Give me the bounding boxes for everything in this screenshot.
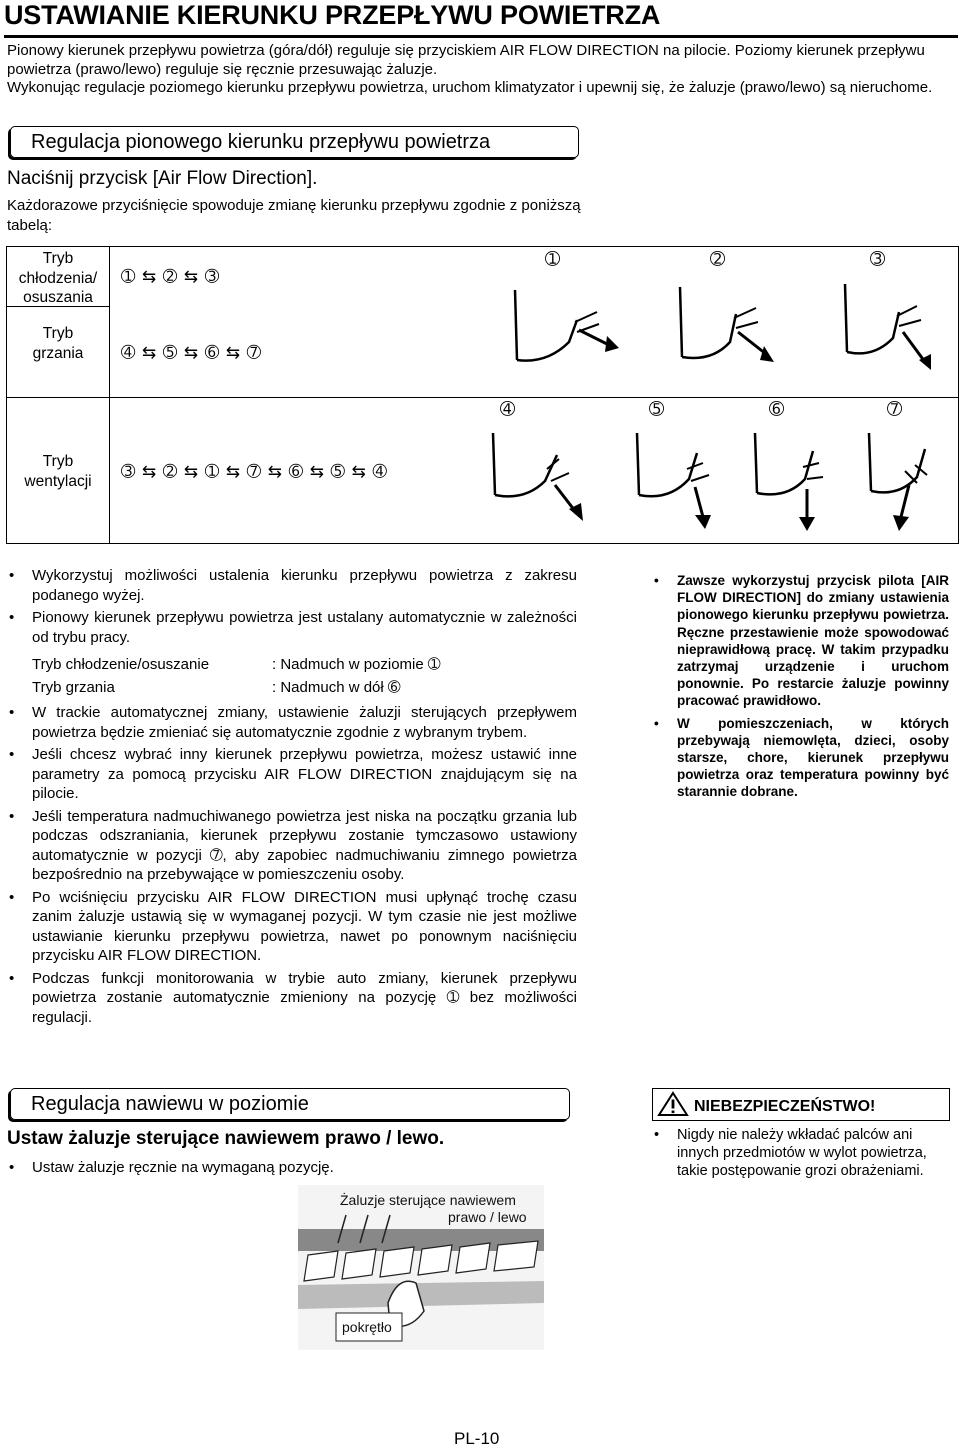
mode-label-fan	[7, 452, 109, 491]
intro-text	[7, 42, 957, 98]
sequence-heating: ➃ ⇆ ➄ ⇆ ➅ ⇆ ➆	[121, 343, 263, 362]
horizontal-subheading: Ustaw żaluzje sterujące nawiewem prawo / lewo.	[7, 1128, 445, 1149]
page-number: PL-10	[454, 1429, 500, 1447]
position-label-1: ➀	[545, 249, 561, 269]
warning-icon	[657, 1091, 689, 1117]
list-item: • Zawsze wykorzystuj przycisk pilota [AIR FLOW DIRECTION] do zmiany ustawienia pionowego kierunku przepływu powietrza. Ręczne przestawienie może spowodować nieprawidłową pracę. W takim przypadku zatrzymaj urządzenie i uruchom ponownie. Po restarcie żaluzje powinny pracować prawidłowo.	[652, 572, 949, 710]
photo-caption-line-1: Żaluzje sterujące nawiewem	[340, 1192, 516, 1208]
position-label-6: ➅	[769, 399, 785, 419]
list-item: • Nigdy nie należy wkładać palców ani innych przedmiotów w wylot powietrza, takie postępowanie grozi obrażeniami.	[652, 1126, 952, 1180]
list-item: • Ustaw żaluzje ręcznie na wymaganą pozycję.	[7, 1158, 527, 1178]
vertical-description: Każdorazowe przyciśnięcie spowoduje zmianę kierunku przepływu zgodnie z poniższą tabelą:	[7, 197, 581, 234]
mode-default-name: Tryb grzania	[32, 679, 115, 696]
vertical-subheading: Naciśnij przycisk [Air Flow Direction].	[7, 168, 318, 189]
caution-notes-list	[652, 572, 949, 806]
mode-default-row	[32, 653, 577, 676]
list-item: • Podczas funkcji monitorowania w trybie auto zmiany, kierunek przepływu powietrza zostanie automatycznie zmieniony na pozycję ➀ bez możliwości regulacji.	[7, 969, 577, 1028]
airflow-direction-table	[6, 246, 959, 544]
louver-position-1-diagram	[507, 272, 627, 372]
table-divider	[7, 397, 958, 398]
mode-default-value: : Nadmuch w poziomie ➀	[272, 656, 441, 673]
title-divider	[4, 35, 958, 38]
list-item: • Pionowy kierunek przepływu powietrza jest ustalany automatycznie w zależności od trybu pracy.	[7, 608, 577, 647]
mode-label-line: grzania	[32, 344, 84, 362]
louver-position-3-diagram	[839, 272, 959, 372]
vertical-section-heading: Regulacja pionowego kierunku przepływu powietrza	[10, 126, 579, 158]
sequence-fan: ➂ ⇆ ➁ ⇆ ➀ ⇆ ➆ ⇆ ➅ ⇆ ➄ ⇆ ➃	[121, 462, 388, 481]
louver-position-2-diagram	[672, 272, 792, 372]
louver-position-6-diagram	[747, 423, 857, 533]
horizontal-section-heading: Regulacja nawiewu w poziomie	[10, 1088, 570, 1120]
photo-caption-line-2: prawo / lewo	[448, 1209, 527, 1225]
vertical-notes-list	[7, 566, 577, 1030]
intro-paragraph-1: Pionowy kierunek przepływu powietrza (góra/dół) reguluje się przyciskiem AIR FLOW DIRECTION na pilocie. Poziomy kierunek przepływu powietrza (prawo/lewo) reguluje się ręcznie przesuwając żaluzje.	[7, 42, 925, 78]
list-item: • Jeśli chcesz wybrać inny kierunek przepływu powietrza, możesz ustawić inne parametry za pomocą przycisku AIR FLOW DIRECTION znajdującym się na pilocie.	[7, 745, 577, 804]
page-title: USTAWIANIE KIERUNKU PRZEPŁYWU POWIETRZA	[4, 0, 661, 30]
table-divider	[109, 247, 110, 543]
mode-label-line: wentylacji	[24, 472, 92, 490]
mode-label-heating	[7, 324, 109, 363]
position-label-3: ➂	[870, 249, 886, 269]
position-label-5: ➄	[649, 399, 665, 419]
louver-position-7-diagram	[861, 423, 960, 533]
horizontal-steps-list	[7, 1158, 527, 1178]
danger-title: NIEBEZPIECZEŃSTWO!	[694, 1098, 876, 1115]
mode-default-value: : Nadmuch w dół ➅	[272, 679, 401, 696]
photo-knob-label: pokrętło	[342, 1319, 392, 1335]
sequence-cooling: ➀ ⇆ ➁ ⇆ ➂	[121, 267, 221, 286]
mode-default-row	[32, 676, 577, 699]
louver-position-4-diagram	[485, 423, 605, 533]
mode-label-cooling	[7, 249, 109, 308]
louver-adjustment-photo	[298, 1185, 544, 1350]
list-item: • Wykorzystuj możliwości ustalenia kierunku przepływu powietrza z zakresu podanego wyżej.	[7, 566, 577, 605]
list-item: • W pomieszczeniach, w których przebywają niemowlęta, dzieci, osoby starsze, chore, kierunek przepływu powietrza oraz temperatura powinny być starannie dobrane.	[652, 715, 949, 801]
position-label-4: ➃	[500, 399, 516, 419]
danger-list	[652, 1126, 952, 1180]
mode-label-line: osuszania	[23, 289, 93, 306]
mode-label-line: Tryb	[42, 325, 74, 342]
list-item: • Po wciśnięciu przycisku AIR FLOW DIRECTION musi upłynąć trochę czasu zanim żaluzje ustawią się w wymaganej pozycji. W tym czasie nie jest możliwe ustawianie kierunku przepływu powietrza, nawet po ponownym naciśnięciu przycisku AIR FLOW DIRECTION.	[7, 888, 577, 966]
louver-position-5-diagram	[629, 423, 739, 533]
mode-defaults	[32, 653, 577, 699]
mode-label-line: Tryb	[42, 250, 74, 267]
mode-label-line: chłodzenia/	[18, 269, 98, 287]
intro-paragraph-2: Wykonując regulacje poziomego kierunku przepływu powietrza, uruchom klimatyzator i upewnij się, że żaluzje (prawo/lewo) są nieruchome.	[7, 79, 933, 96]
position-label-2: ➁	[710, 249, 726, 269]
mode-default-name: Tryb chłodzenie/osuszanie	[32, 656, 210, 673]
position-label-7: ➆	[887, 399, 903, 419]
list-item: • Jeśli temperatura nadmuchiwanego powietrza jest niska na początku grzania lub podczas odszraniania, kierunek przepływu zostanie tymczasowo ustawiony automatycznie w pozycji ➆, aby zapobiec nadmuchiwaniu zimnego powietrza bezpośrednio na przebywające w pomieszczeniu osoby.	[7, 807, 577, 885]
list-item: • W trackie automatycznej zmiany, ustawienie żaluzji sterujących przepływem powietrza będzie zmieniać się automatycznie zgodnie z wybranym trybem.	[7, 703, 577, 742]
mode-label-line: Tryb	[42, 453, 74, 470]
